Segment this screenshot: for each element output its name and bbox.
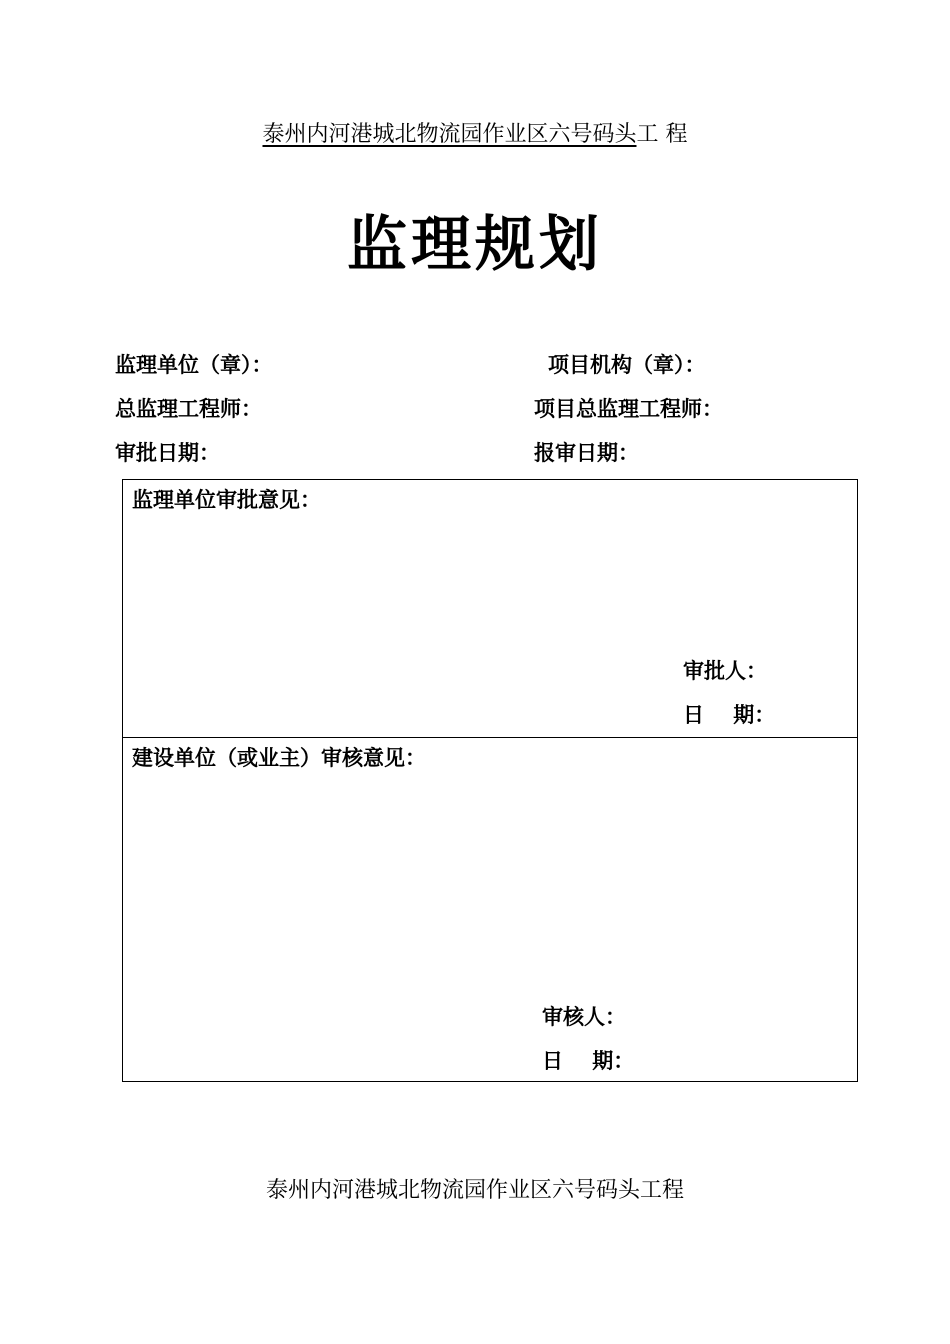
reviewer-label: 审核人：: [542, 1004, 626, 1029]
approval-date-label: 审批日期：: [115, 440, 220, 465]
project-title-underlined: 泰州内河港城北物流园作业区六号码头: [262, 122, 637, 147]
document-title: 监理规划: [347, 210, 603, 280]
approval-opinion-box: [122, 479, 858, 738]
project-chief-engineer-label: 项目总监理工程师：: [534, 396, 723, 421]
project-title: [0, 120, 950, 150]
submission-date-label: 报审日期：: [534, 440, 639, 465]
footer-project-title: 泰州内河港城北物流园作业区六号码头工程: [265, 1178, 684, 1203]
approver-label: 审批人：: [683, 658, 767, 683]
approval-date-sign-label: 日 期：: [683, 702, 776, 727]
chief-engineer-label: 总监理工程师：: [115, 396, 262, 421]
approval-opinion-label: 监理单位审批意见：: [132, 487, 321, 512]
review-opinion-label: 建设单位（或业主）审核意见：: [132, 745, 426, 770]
review-date-sign-label: 日 期：: [542, 1048, 635, 1073]
project-title-rest: 工 程: [636, 122, 688, 147]
supervision-unit-label: 监理单位（章）：: [115, 352, 273, 377]
review-opinion-box: [122, 737, 858, 1082]
project-org-label: 项目机构（章）：: [548, 352, 706, 377]
